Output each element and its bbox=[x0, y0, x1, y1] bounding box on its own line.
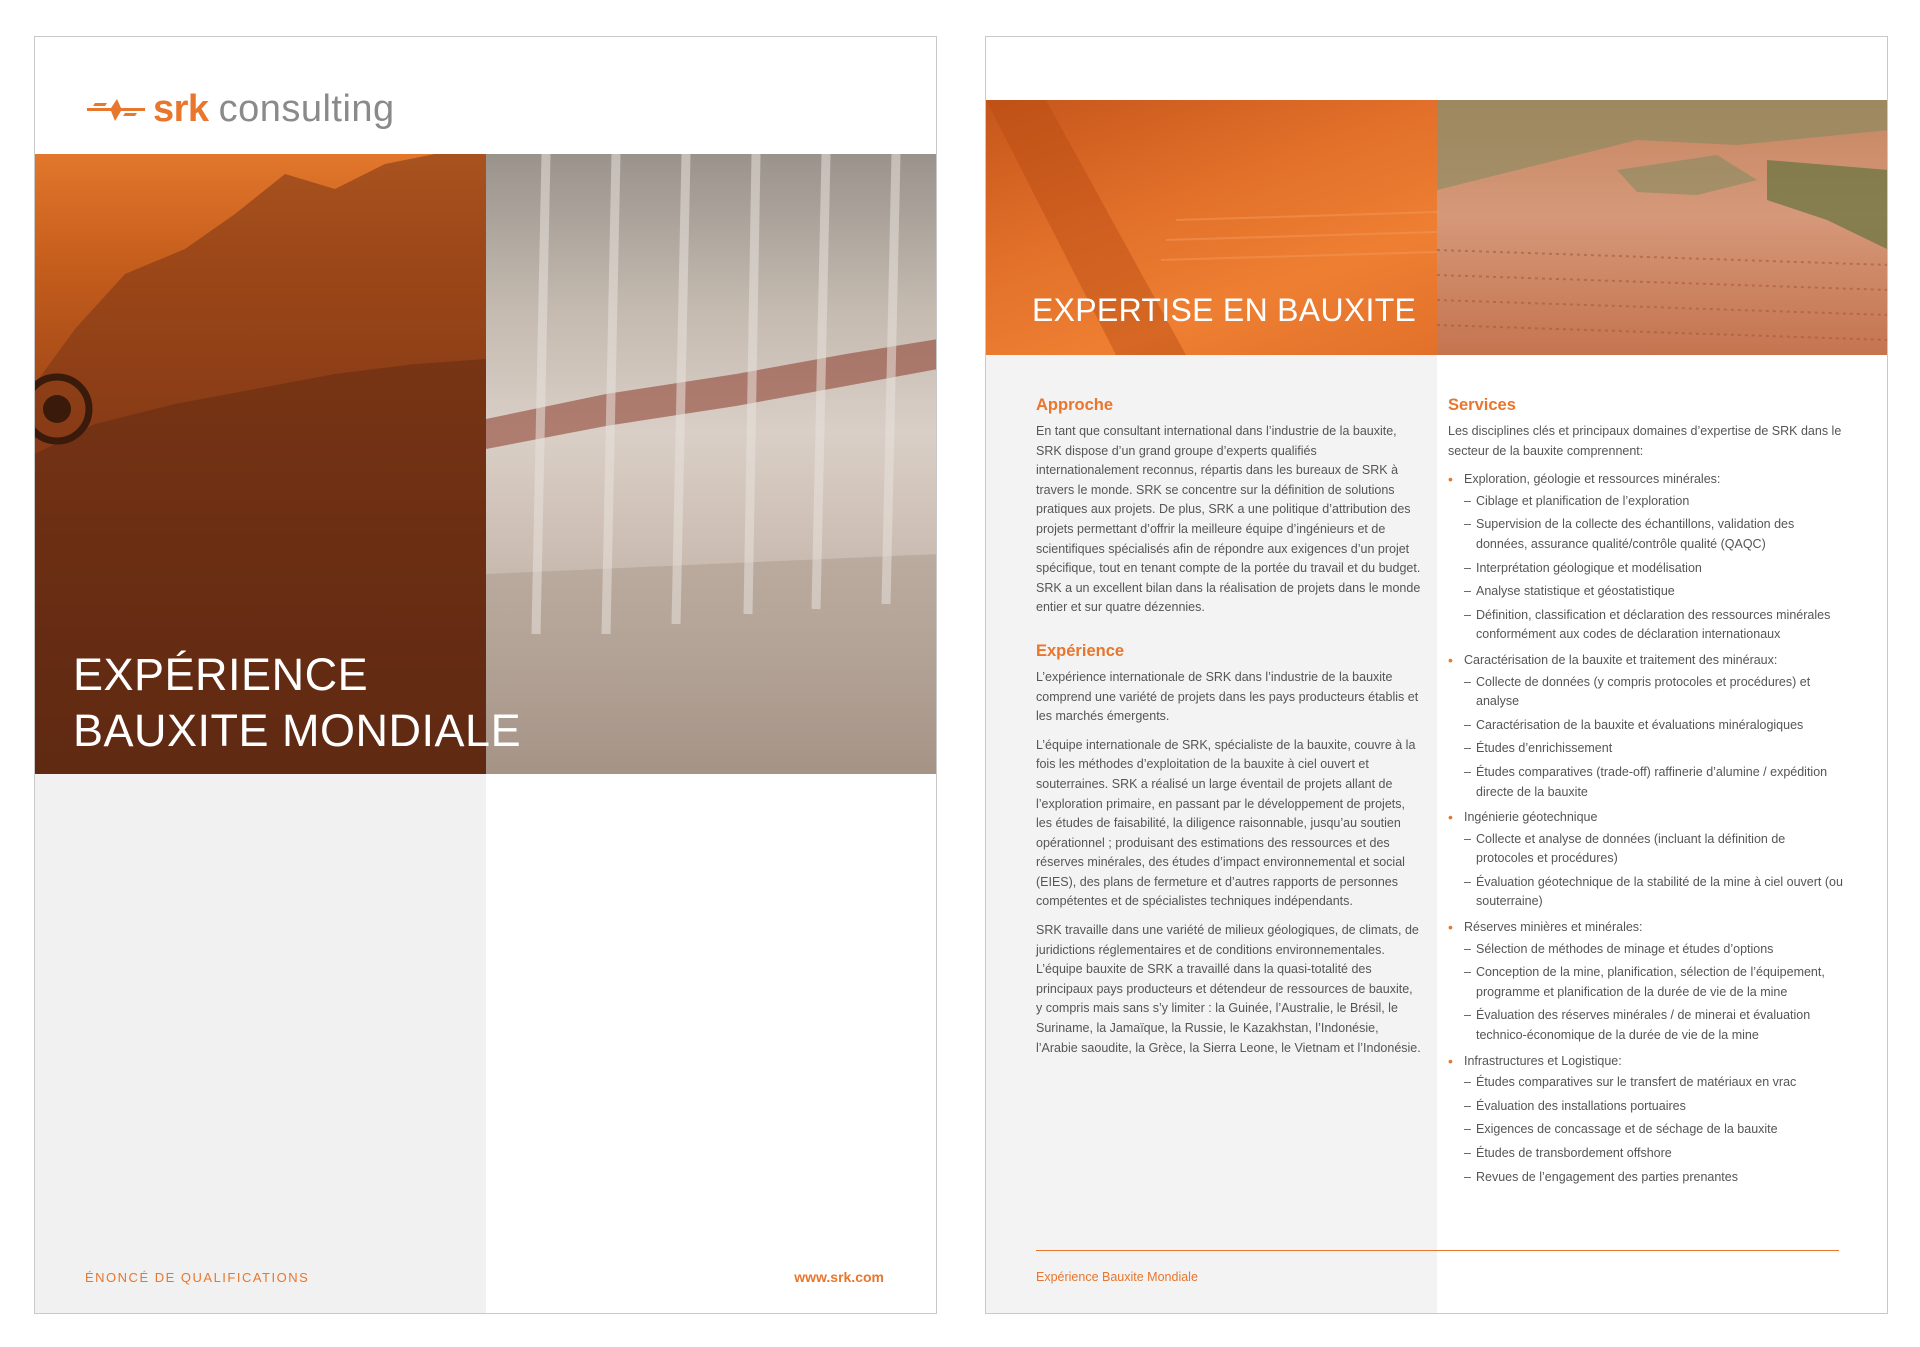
cover-title-line-1: EXPÉRIENCE bbox=[73, 649, 369, 700]
banner-forest-texture bbox=[1437, 100, 1888, 355]
service-subitem: – Caractérisation de la bauxite et évaluations minéralogiques bbox=[1464, 717, 1804, 732]
experience-paragraph-3: SRK travaille dans une variété de milieux géologiques, de climats, de juridictions réglementaires et de conditions environnementales. L’équipe bauxite de SRK a travaillé dans la quasi-totalité des principaux pays producteurs et détendeur de ressources de bauxite, y compris mais sans s’y limiter : la Guinée, l’Australie, le Brésil, le Suriname, la Jamaïque, la Russie, le Kazakhstan, l’Indonésie, l’Arabie saoudite, la Grèce, la Sierra Leone, le Vietnam et l’Indonésie. bbox=[1036, 923, 1421, 1055]
bullet-icon: • bbox=[1448, 919, 1453, 936]
service-item bbox=[1448, 918, 1843, 1046]
left-column bbox=[1036, 395, 1421, 1067]
cover-photo-rock-half bbox=[486, 154, 937, 774]
footer-website-link[interactable]: www.srk.com bbox=[794, 1269, 884, 1285]
banner-title: EXPERTISE EN BAUXITE bbox=[1032, 292, 1417, 328]
service-subitem: – Collecte et analyse de données (incluant la définition de protocoles et procédures) bbox=[1464, 831, 1786, 866]
experience-paragraph-2: L’équipe internationale de SRK, spécialiste de la bauxite, couvre à la fois les méthodes d’exploitation de la bauxite à ciel ouvert et souterraines. SRK a réalisé un large éventail de projets allant de l’exploration primaire, en passant par le développement de projets, les études de faisabilité, la diligence raisonnable, jusqu’au soutien opérationnel ; produisant des estimations des ressources et des réserves minérales, des études d’impact environnemental et social (EIES), des plans de fermeture et d’autres rapports de personnes compétentes et de spécialistes techniques indépendants. bbox=[1036, 737, 1416, 909]
cover-gray-panel bbox=[35, 774, 486, 1314]
services-intro: Les disciplines clés et principaux domaines d’expertise de SRK dans le secteur de la bauxite comprennent: bbox=[1448, 424, 1842, 458]
cover-title-line-2: BAUXITE MONDIALE bbox=[73, 705, 522, 756]
footer-qualifications-label: ÉNONCÉ DE QUALIFICATIONS bbox=[85, 1270, 310, 1285]
services-heading: Services bbox=[1448, 396, 1516, 414]
content-page bbox=[985, 36, 1888, 1314]
service-item bbox=[1448, 808, 1843, 912]
cover-photo bbox=[35, 154, 937, 774]
experience-heading: Expérience bbox=[1036, 641, 1125, 660]
service-label: Ingénierie géotechnique bbox=[1464, 810, 1598, 825]
approach-heading: Approche bbox=[1036, 396, 1114, 414]
srk-logo bbox=[85, 89, 395, 129]
experience-paragraph-1: L’expérience internationale de SRK dans l’industrie de la bauxite comprend une variété de projets dans les pays producteurs établis et les marchés émergents. bbox=[1036, 669, 1419, 724]
footer-divider bbox=[1036, 1250, 1839, 1251]
service-subitem: – Études d’enrichissement bbox=[1464, 741, 1613, 756]
bullet-icon: • bbox=[1448, 651, 1453, 668]
service-label: Infrastructures et Logistique: bbox=[1464, 1053, 1622, 1068]
service-subitem: – Ciblage et planification de l’exploration bbox=[1464, 493, 1690, 508]
approach-paragraph: En tant que consultant international dans l’industrie de la bauxite, SRK dispose d’un grand groupe d’experts qualifiés internationalement reconnus, répartis dans les bureaux de SRK à travers le monde. SRK se concentre sur la définition de solutions pratiques aux projets. De plus, SRK a une politique d’attribution des projets permettant d’offrir la meilleure équipe d’ingénieurs et de scientifiques spécialisés afin de répondre aux exigences d’un projet spécifique, tout en tenant compte de la portée du travail et du budget. SRK a un excellent bilan dans la réalisation de projets dans le monde entier et sur quatre dézennies. bbox=[1036, 424, 1421, 615]
footer-document-title: Expérience Bauxite Mondiale bbox=[1036, 1270, 1198, 1284]
service-subitem: – Conception de la mine, planification, sélection de l’équipement, programme et planification de la durée de vie de la mine bbox=[1464, 965, 1825, 999]
service-subitem: – Évaluation géotechnique de la stabilité de la mine à ciel ouvert (ou souterraine) bbox=[1464, 874, 1843, 909]
bullet-icon: • bbox=[1448, 471, 1453, 488]
logo-brand: srk bbox=[153, 87, 209, 130]
bullet-icon: • bbox=[1448, 1052, 1453, 1069]
service-subitem: – Interprétation géologique et modélisation bbox=[1464, 560, 1702, 575]
cover-page bbox=[34, 36, 937, 1314]
service-subitem: – Définition, classification et déclaration des ressources minérales conformément aux codes de déclaration internationaux bbox=[1464, 607, 1831, 642]
cover-title bbox=[73, 647, 521, 759]
banner-aerial-half bbox=[1437, 100, 1888, 355]
services-list bbox=[1448, 470, 1843, 1187]
service-item bbox=[1448, 651, 1843, 802]
service-subitem: – Revues de l’engagement des parties prenantes bbox=[1464, 1169, 1738, 1184]
srk-arrow-icon bbox=[85, 94, 147, 124]
service-subitem: – Évaluation des réserves minérales / de minerai et évaluation technico-économique de la durée de vie de la mine bbox=[1464, 1008, 1811, 1043]
service-subitem: – Études comparatives (trade-off) raffinerie d’alumine / expédition directe de la bauxite bbox=[1464, 764, 1828, 799]
right-column bbox=[1448, 395, 1843, 1193]
service-label: Réserves minières et minérales: bbox=[1464, 920, 1643, 935]
service-subitem: – Collecte de données (y compris protocoles et procédures) et analyse bbox=[1464, 674, 1811, 709]
header-banner bbox=[986, 100, 1888, 355]
rock-face-texture bbox=[486, 154, 937, 774]
service-subitem: – Études de transbordement offshore bbox=[1464, 1146, 1672, 1160]
logo-suffix: consulting bbox=[218, 87, 395, 130]
service-subitem: – Évaluation des installations portuaires bbox=[1464, 1098, 1686, 1113]
service-label: Caractérisation de la bauxite et traitement des minéraux: bbox=[1464, 652, 1778, 667]
service-subitem: – Supervision de la collecte des échantillons, validation des données, assurance qualité/contrôle qualité (QAQC) bbox=[1464, 517, 1795, 551]
service-item bbox=[1448, 470, 1843, 645]
service-item bbox=[1448, 1052, 1843, 1188]
service-subitem: – Études comparatives sur le transfert de matériaux en vrac bbox=[1464, 1075, 1797, 1090]
service-label: Exploration, géologie et ressources minérales: bbox=[1464, 472, 1721, 487]
service-subitem: – Exigences de concassage et de séchage de la bauxite bbox=[1464, 1122, 1778, 1137]
service-subitem: – Analyse statistique et géostatistique bbox=[1464, 584, 1675, 599]
bullet-icon: • bbox=[1448, 809, 1453, 826]
service-subitem: – Sélection de méthodes de minage et études d’options bbox=[1464, 941, 1774, 956]
